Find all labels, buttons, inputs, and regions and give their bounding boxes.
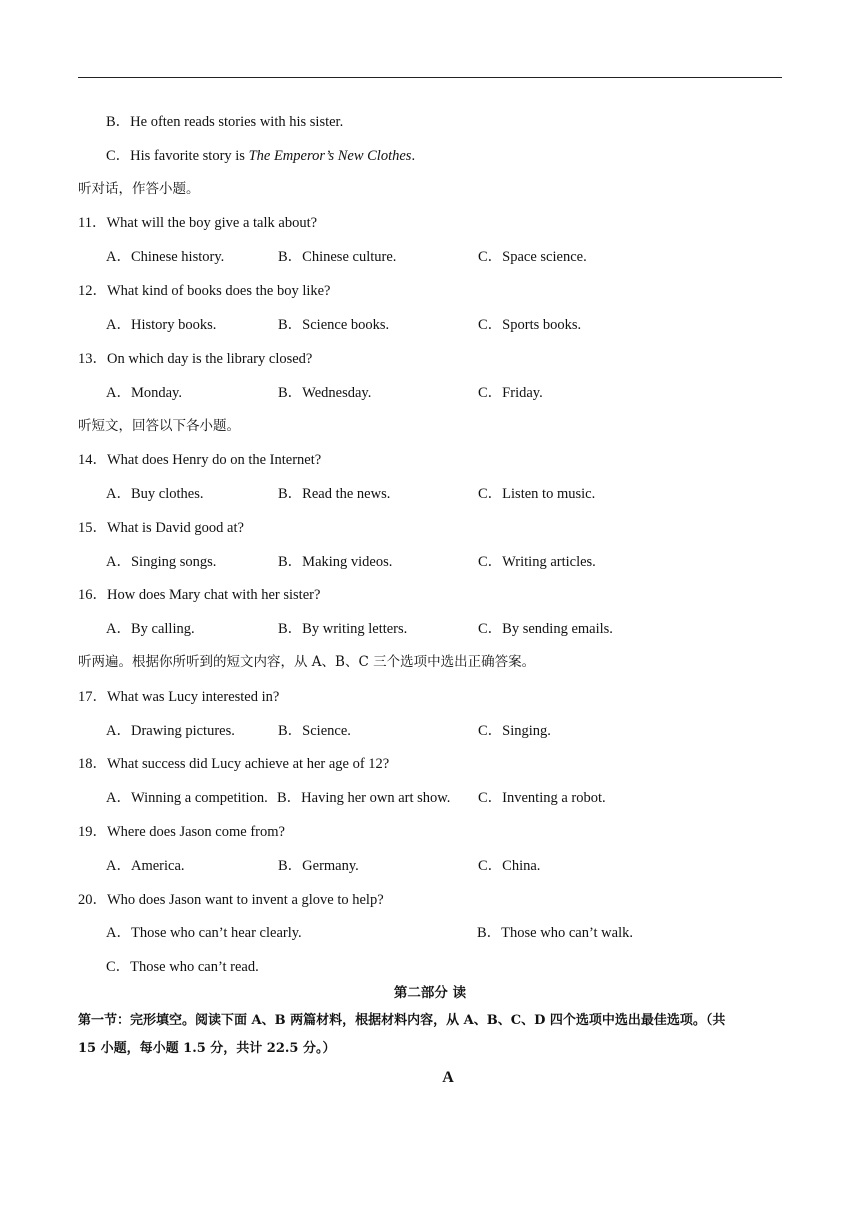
question-11-option-b: B．Chinese culture.	[278, 249, 397, 265]
question-14-option-a: A．Buy clothes.	[106, 486, 204, 502]
section-1-instruction-line2: 15 小题，每小题 1.5 分，共计 22.5 分。）	[78, 1041, 336, 1056]
option-10-b: B．He often reads stories with his sister.	[106, 114, 344, 130]
question-18-option-a: A．Winning a competition.	[106, 790, 268, 806]
option-10-c-suffix: .	[411, 148, 416, 164]
question-20-option-b: B．Those who can’t walk.	[477, 925, 633, 941]
question-14-option-b: B．Read the news.	[278, 486, 391, 502]
question-17-option-a: A．Drawing pictures.	[106, 723, 235, 739]
question-18-option-b: B．Having her own art show.	[277, 790, 451, 806]
question-19-option-b: B．Germany.	[278, 858, 359, 874]
question-20-option-a: A．Those who can’t hear clearly.	[106, 925, 302, 941]
question-13: 13．On which day is the library closed?	[78, 351, 313, 367]
instruction-passage: 听短文，回答以下各小题。	[78, 418, 240, 434]
question-16: 16．How does Mary chat with her sister?	[78, 587, 321, 603]
question-18-option-c: C．Inventing a robot.	[478, 790, 606, 806]
header-rule	[78, 77, 782, 78]
question-12-option-b: B．Science books.	[278, 317, 390, 333]
question-11-option-a: A．Chinese history.	[106, 249, 225, 265]
passage-a-label: A	[442, 1069, 454, 1086]
question-13-option-a: A．Monday.	[106, 385, 182, 401]
question-11: 11．What will the boy give a talk about?	[78, 215, 318, 231]
option-10-c	[106, 147, 415, 165]
question-16-option-c: C．By sending emails.	[478, 621, 613, 637]
instruction-dialogue: 听对话，作答小题。	[78, 181, 200, 197]
question-19: 19．Where does Jason come from?	[78, 824, 285, 840]
question-15-option-c: C．Writing articles.	[478, 554, 596, 570]
question-14-option-c: C．Listen to music.	[478, 486, 596, 502]
option-10-c-title: The Emperor’s New Clothes	[248, 148, 412, 164]
question-15-option-a: A．Singing songs.	[106, 554, 217, 570]
question-17: 17．What was Lucy interested in?	[78, 689, 280, 705]
question-16-option-a: A．By calling.	[106, 621, 195, 637]
option-10-c-prefix: C．His favorite story is	[106, 148, 249, 164]
question-13-option-c: C．Friday.	[478, 385, 543, 401]
question-20-option-c: C．Those who can’t read.	[106, 959, 259, 975]
part-2-title: 第二部分 读	[393, 985, 467, 1001]
question-18: 18．What success did Lucy achieve at her age of 12?	[78, 756, 390, 772]
question-19-option-c: C．China.	[478, 858, 541, 874]
question-12-option-a: A．History books.	[106, 317, 217, 333]
question-13-option-b: B．Wednesday.	[278, 385, 372, 401]
question-20: 20．Who does Jason want to invent a glove to help?	[78, 892, 384, 908]
question-12-option-c: C．Sports books.	[478, 317, 582, 333]
instruction-listen-twice: 听两遍。根据你所听到的短文内容，从 A、B、C 三个选项中选出正确答案。	[78, 654, 536, 670]
question-17-option-b: B．Science.	[278, 723, 351, 739]
question-12: 12．What kind of books does the boy like?	[78, 283, 331, 299]
question-15: 15．What is David good at?	[78, 520, 244, 536]
question-15-option-b: B．Making videos.	[278, 554, 393, 570]
question-19-option-a: A．America.	[106, 858, 185, 874]
question-11-option-c: C．Space science.	[478, 249, 587, 265]
question-17-option-c: C．Singing.	[478, 723, 551, 739]
question-16-option-b: B．By writing letters.	[278, 621, 408, 637]
question-14: 14．What does Henry do on the Internet?	[78, 452, 322, 468]
section-1-instruction-line1: 第一节：完形填空。阅读下面 A、B 两篇材料，根据材料内容，从 A、B、C、D 四个选项中选出最佳选项。（共	[78, 1013, 726, 1028]
